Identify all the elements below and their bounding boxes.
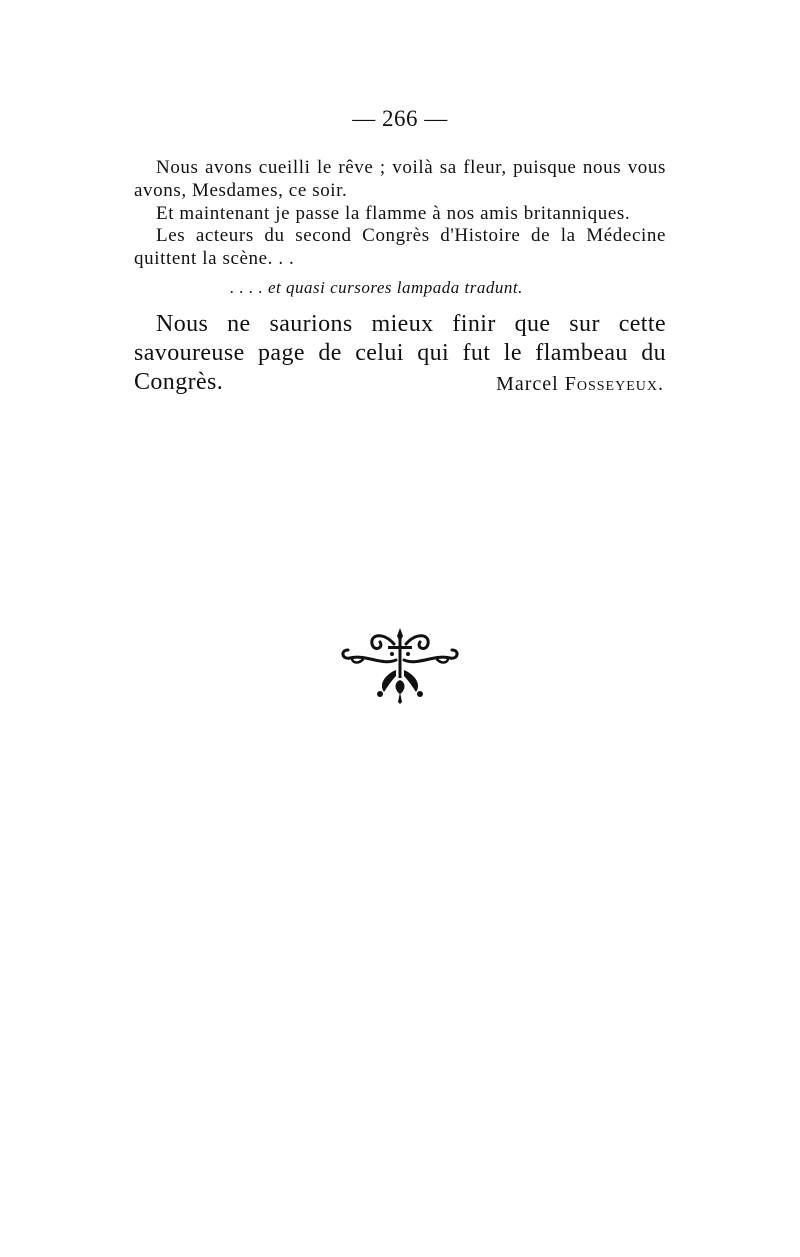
fleuron-ornament-icon xyxy=(336,624,464,704)
signature-last-name: Fosseyeux. xyxy=(564,373,664,395)
paragraph-1: Nous avons cueilli le rêve ; voilà sa fleur, puisque nous vous avons, Mesdames, ce soir. xyxy=(134,157,666,201)
paragraph-2: Et maintenant je passe la flamme à nos amis britanniques. xyxy=(156,203,631,224)
signature xyxy=(496,373,664,396)
closing-paragraph: Nous ne saurions mieux finir que sur cette savoureuse page de celui qui fut le flambeau du Congrès. xyxy=(134,311,666,395)
paragraph-3: Les acteurs du second Congrès d'Histoire de la Médecine quittent la scène. . . xyxy=(134,225,666,269)
signature-first-name: Marcel xyxy=(496,373,559,395)
latin-quote: . . . . et quasi cursores lampada tradunt. xyxy=(230,278,523,297)
page-number: — 266 — xyxy=(352,106,448,131)
